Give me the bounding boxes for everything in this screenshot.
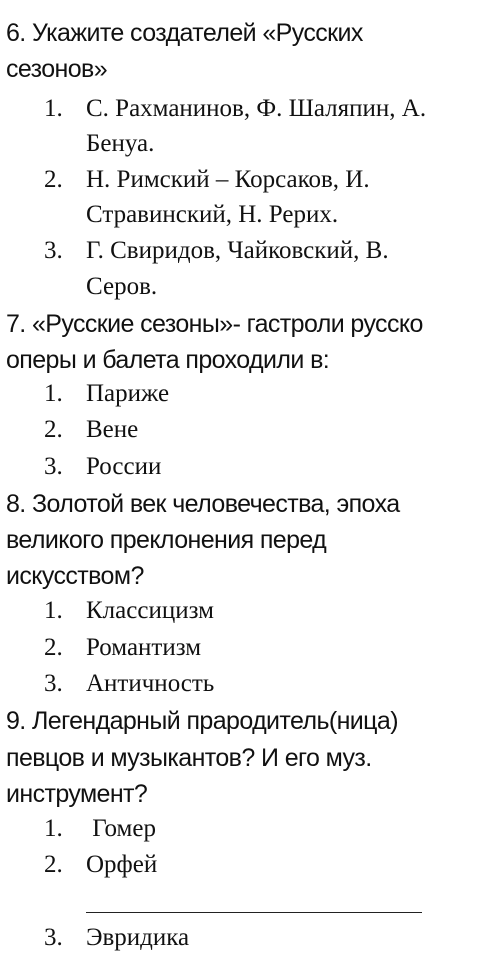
option-number: 2. (44, 416, 63, 443)
option-number: 3. (44, 237, 63, 264)
option-number: 2. (44, 851, 63, 878)
option-text: Орфей (86, 851, 158, 878)
question-6-option-2 (44, 163, 370, 197)
question-9-option-2 (44, 848, 157, 882)
option-number: 3. (44, 670, 63, 697)
question-8-option-1 (44, 594, 214, 628)
question-7-option-2 (44, 413, 138, 447)
question-9-option-1 (44, 812, 156, 846)
question-9-text-cont: певцов и музыкантов? И его муз. (6, 744, 372, 772)
question-6-text-cont: сезонов» (6, 55, 108, 83)
question-6-text: 6. Укажите создателей «Русских (6, 19, 363, 47)
question-9-option-3 (44, 921, 189, 955)
question-6-option-1-cont: Бенуа. (86, 130, 155, 157)
option-text: Вене (86, 416, 139, 443)
question-6-option-1 (44, 92, 426, 126)
question-8-option-2 (44, 631, 201, 665)
question-8-text-cont: великого преклонения перед (6, 526, 327, 554)
question-7-text: 7. «Русские сезоны»- гастроли русско (6, 310, 423, 338)
question-7-option-3 (44, 450, 161, 484)
question-6-option-3 (44, 234, 389, 268)
option-number: 1. (44, 95, 63, 122)
question-7-text-cont: оперы и балета проходили в: (6, 346, 330, 374)
question-6-option-2-cont: Стравинский, Н. Рерих. (86, 201, 339, 228)
option-number: 2. (44, 634, 63, 661)
option-text: Н. Римский – Корсаков, И. (86, 166, 370, 193)
option-text: Эвридика (86, 924, 190, 951)
option-number: 2. (44, 166, 63, 193)
option-number: 3. (44, 453, 63, 480)
option-text: Античность (86, 670, 215, 697)
answer-blank-line (86, 912, 422, 913)
option-number: 1. (44, 815, 63, 842)
option-number: 1. (44, 380, 63, 407)
option-text: С. Рахманинов, Ф. Шаляпин, А. (86, 95, 427, 122)
question-9-text-cont-2: инструмент? (6, 780, 148, 808)
option-text: России (86, 453, 162, 480)
option-number: 1. (44, 597, 63, 624)
question-7-option-1 (44, 377, 169, 411)
question-8-option-3 (44, 667, 214, 701)
option-text: Гомер (86, 815, 156, 842)
question-9-text: 9. Легендарный прародитель(ница) (6, 707, 398, 735)
option-text: Париже (86, 380, 170, 407)
option-text: Г. Свиридов, Чайковский, В. (86, 237, 389, 264)
option-text: Романтизм (86, 634, 202, 661)
question-8-text-cont-2: искусством? (6, 562, 144, 590)
question-6-option-3-cont: Серов. (86, 273, 158, 300)
option-text: Классицизм (86, 597, 214, 624)
question-8-text: 8. Золотой век человечества, эпоха (6, 490, 400, 518)
option-number: 3. (44, 924, 63, 951)
